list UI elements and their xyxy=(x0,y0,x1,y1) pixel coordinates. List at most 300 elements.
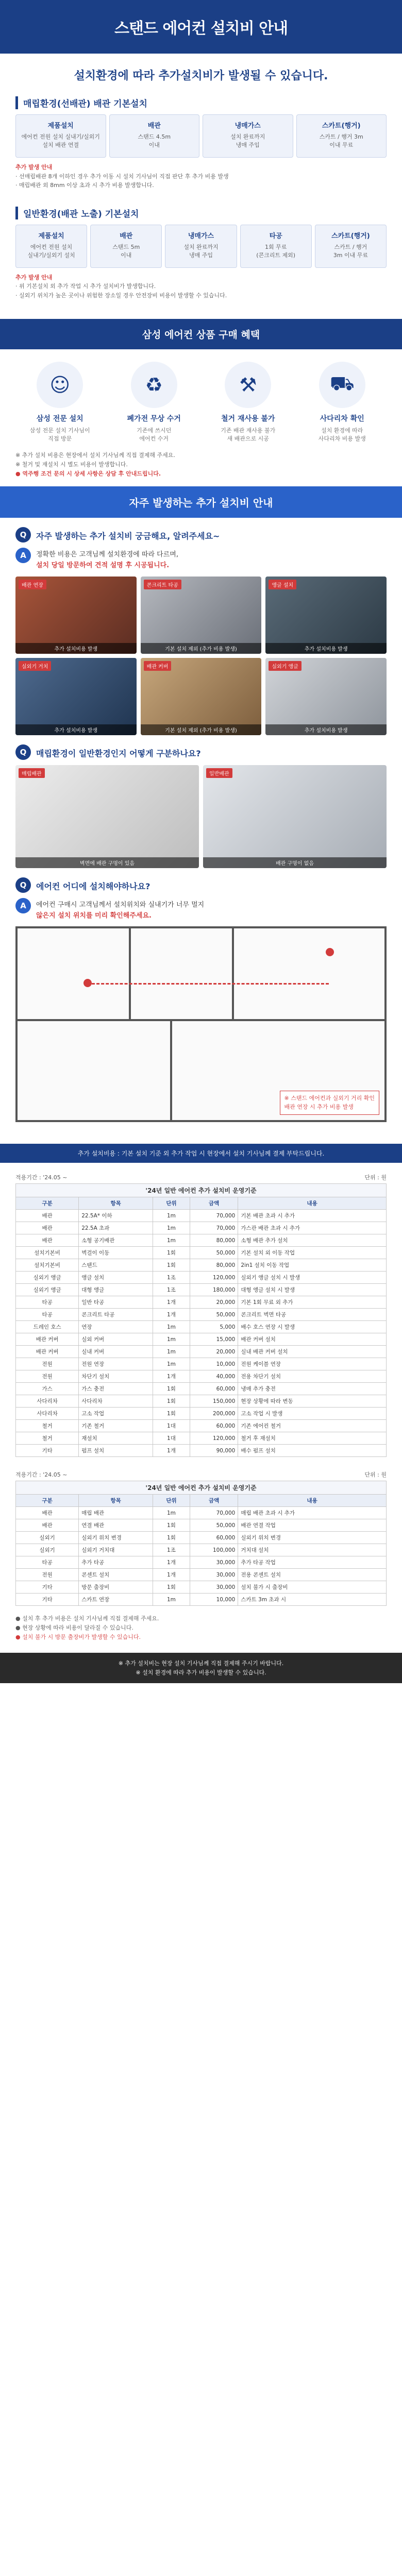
column-header: 단위 xyxy=(153,1197,190,1210)
column-header: 구분 xyxy=(16,1197,79,1210)
column-header: 구분 xyxy=(16,1495,79,1507)
cell-head: 배관 xyxy=(120,232,133,240)
table-cell: 현장 상황에 따라 변동 xyxy=(238,1395,387,1408)
table-cell: 전용 차단기 설치 xyxy=(238,1370,387,1383)
table-row xyxy=(16,1272,387,1284)
table-cell: 1회 xyxy=(153,1581,190,1594)
column-header: 항목 xyxy=(79,1495,153,1507)
table-cell: 대형 앵글 설치 시 발생 xyxy=(238,1284,387,1296)
table-cell: 1m xyxy=(153,1594,190,1606)
table-cell: 스카트 3m 초과 시 xyxy=(238,1594,387,1606)
table-cell: 기존 에어컨 철거 xyxy=(238,1420,387,1432)
table-cell: 추가 타공 작업 xyxy=(238,1556,387,1569)
table-cell: 설치 불가 시 출장비 xyxy=(238,1581,387,1594)
table-row xyxy=(16,1532,387,1544)
table-cell: 120,000 xyxy=(190,1432,238,1445)
cell-head: 배관 xyxy=(147,122,161,130)
table-cell: 1개 xyxy=(153,1296,190,1309)
table-row xyxy=(16,1544,387,1556)
benefit-item xyxy=(15,362,105,443)
benefit-label: 폐가전 무상 수거 xyxy=(127,414,181,423)
cell-head: 스카트(행거) xyxy=(322,122,361,130)
table-body xyxy=(16,1507,387,1606)
table-cell: 추가 타공 xyxy=(79,1556,153,1569)
table-row xyxy=(16,1333,387,1346)
cell-body: 스카트 / 행거 3m 이내 무료 xyxy=(319,133,363,148)
table-cell: 배관 커버 설치 xyxy=(238,1333,387,1346)
basic-cost-grid xyxy=(15,114,387,158)
table-cell: 드레인 호스 xyxy=(16,1321,79,1333)
table-cell: 기타 xyxy=(16,1581,79,1594)
recycle-icon: ♻ xyxy=(131,362,177,408)
cell-body: 설치 완료까지 냉매 주입 xyxy=(183,243,219,259)
table-cell: 90,000 xyxy=(190,1445,238,1457)
cost-table-1 xyxy=(0,1163,402,1460)
photo-caption: 추가 설치비용 발생 xyxy=(15,724,137,735)
table-cell: 1회 xyxy=(153,1408,190,1420)
cost-table-2 xyxy=(0,1460,402,1609)
room xyxy=(130,927,233,1020)
table-cell: 1회 xyxy=(153,1383,190,1395)
benefit-item xyxy=(110,362,199,443)
answer-line: 정확한 비용은 고객님께 설치환경에 따라 다르며, xyxy=(36,551,178,559)
table-cell: 배관 xyxy=(16,1222,79,1234)
truck-icon: ⛟ xyxy=(319,362,365,408)
note-line: ● 현장 상황에 따라 비용이 달라질 수 있습니다. xyxy=(15,1624,133,1631)
table-row xyxy=(16,1296,387,1309)
table-cell: 1m xyxy=(153,1358,190,1370)
table-row xyxy=(16,1370,387,1383)
table-cell: 실외기 거치대 xyxy=(79,1544,153,1556)
answer-icon: A xyxy=(15,898,31,913)
answer-icon: A xyxy=(15,548,31,563)
table-row xyxy=(16,1309,387,1321)
table-cell: 사다리차 xyxy=(16,1408,79,1420)
table-cell: 70,000 xyxy=(190,1222,238,1234)
photo-grid xyxy=(15,577,387,735)
table-row xyxy=(16,1234,387,1247)
note-line: 추가 발생 안내 xyxy=(15,164,53,171)
table-cell: 타공 xyxy=(16,1296,79,1309)
table-cell: 거치대 설치 xyxy=(238,1544,387,1556)
answer-row xyxy=(15,898,387,922)
benefit-label: 사다리차 확인 xyxy=(320,414,364,423)
cell-body: 1회 무료 (콘크리트 제외) xyxy=(256,243,296,259)
table-cell: 1m xyxy=(153,1321,190,1333)
cell-body: 스카트 / 행거 3m 이내 무료 xyxy=(333,243,368,259)
footer-line: ※ 추가 설치비는 현장 설치 기사님께 직접 결제해 주시기 바랍니다. xyxy=(118,1660,284,1667)
table-cell: 전원 케이블 연장 xyxy=(238,1358,387,1370)
cell-head: 제품설치 xyxy=(47,122,74,130)
table-row xyxy=(16,1395,387,1408)
footer-line: ※ 설치 환경에 따라 추가 비용이 발생할 수 있습니다. xyxy=(136,1669,266,1676)
table-cell: 200,000 xyxy=(190,1408,238,1420)
table-cell: 1조 xyxy=(153,1284,190,1296)
photo-caption: 기본 설치 제외 (추가 비용 발생) xyxy=(141,724,262,735)
benefit-label: 삼성 전문 설치 xyxy=(36,414,83,423)
table-cell: 22.5A* 이하 xyxy=(79,1210,153,1222)
table-cell: 대형 앵글 xyxy=(79,1284,153,1296)
table-cell: 150,000 xyxy=(190,1395,238,1408)
table-cell: 실내 배관 커버 설치 xyxy=(238,1346,387,1358)
intro xyxy=(0,54,402,88)
table-meta xyxy=(15,1173,387,1181)
samsung-benefit-title: 삼성 에어컨 상품 구매 혜택 xyxy=(0,319,402,349)
table-cell: 사다리차 xyxy=(16,1395,79,1408)
table-cell: 가스 xyxy=(16,1383,79,1395)
cell-head: 냉매가스 xyxy=(188,232,214,240)
table-cell: 1m xyxy=(153,1507,190,1519)
column-header: 항목 xyxy=(79,1197,153,1210)
photo-caption: 벽면에 배관 구멍이 있음 xyxy=(15,857,199,868)
table-row xyxy=(16,1569,387,1581)
basic-cost-cell xyxy=(203,114,293,158)
faq-title: 자주 발생하는 추가 설치비 안내 xyxy=(0,486,402,518)
table-cell: 철거 xyxy=(16,1420,79,1432)
table-cell: 2in1 설치 이동 작업 xyxy=(238,1259,387,1272)
table-cell: 사다리차 xyxy=(79,1395,153,1408)
column-header: 내용 xyxy=(238,1495,387,1507)
table-cell: 1개 xyxy=(153,1569,190,1581)
note-line: 추가 발생 안내 xyxy=(15,274,53,281)
install-photo xyxy=(15,577,137,654)
benefit-item xyxy=(204,362,293,443)
pipe-route xyxy=(92,983,329,985)
photo-caption: 추가 설치비용 발생 xyxy=(15,643,137,654)
table-cell: 20,000 xyxy=(190,1296,238,1309)
note-line: · 매립배관 외 8mm 이상 초과 시 추가 비용 발생합니다. xyxy=(15,182,154,189)
photo-caption: 추가 설치비용 발생 xyxy=(265,643,387,654)
basic-cost-cell xyxy=(109,114,200,158)
cell-body: 스탠드 5m 이내 xyxy=(112,243,140,259)
table-cell: 전원 xyxy=(16,1569,79,1581)
floor-note: ※ 스탠드 에어컨과 실외기 거리 확인 배관 연장 시 추가 비용 발생 xyxy=(280,1091,379,1115)
install-photo xyxy=(203,765,387,868)
benefit-desc: 기존 배관 재사용 불가 새 배관으로 시공 xyxy=(221,427,276,442)
benefit-item xyxy=(298,362,387,443)
table-cell: 10,000 xyxy=(190,1358,238,1370)
answer-row xyxy=(15,548,387,571)
cell-head: 스카트(행거) xyxy=(331,232,370,240)
samsung-notes xyxy=(0,448,402,486)
room xyxy=(233,927,386,1020)
basic-cost-cell xyxy=(296,114,387,158)
table-cell: 콘크리트 타공 xyxy=(79,1309,153,1321)
photo-tag: 실외기 앵글 xyxy=(269,661,301,671)
column-header: 단위 xyxy=(153,1495,190,1507)
column-header: 내용 xyxy=(238,1197,387,1210)
normal-cost-cell xyxy=(240,225,312,268)
table-cell: 1m xyxy=(153,1346,190,1358)
table-cell: 1회 xyxy=(153,1395,190,1408)
table-cell: 120,000 xyxy=(190,1272,238,1284)
table-cell: 40,000 xyxy=(190,1370,238,1383)
table-row xyxy=(16,1445,387,1457)
table-cell: 연결 배관 xyxy=(79,1519,153,1532)
table-cell: 실외기 앵글 xyxy=(16,1272,79,1284)
cell-body: 설치 완료까지 냉매 주입 xyxy=(230,133,265,148)
table-row xyxy=(16,1259,387,1272)
table-cell: 1회 xyxy=(153,1259,190,1272)
intro-lead: 설치환경에 따라 추가설치비가 발생될 수 있습니다. xyxy=(74,70,328,82)
cell-head: 냉매가스 xyxy=(234,122,261,130)
photo-tag: 콘크리트 타공 xyxy=(144,580,181,589)
note-line: ※ 추가 설치 비용은 현장에서 설치 기사님께 직접 결제해 주세요. xyxy=(15,452,175,459)
table-row xyxy=(16,1247,387,1259)
table-cell: 실외기 xyxy=(16,1544,79,1556)
table-row xyxy=(16,1346,387,1358)
table-cell: 1조 xyxy=(153,1272,190,1284)
table-cell: 소형 공기배관 xyxy=(79,1234,153,1247)
benefit-desc: 삼성 전문 설치 기사님이 직접 방문 xyxy=(29,427,90,442)
cell-body: 에어컨 전원 설치 실내기/실외기 설치 xyxy=(27,243,75,259)
table-cell: 15,000 xyxy=(190,1333,238,1346)
cell-body: 스탠드 4.5m 이내 xyxy=(138,133,171,148)
table-cell: 배수 호스 연장 시 발생 xyxy=(238,1321,387,1333)
table-cell: 가스 충전 xyxy=(79,1383,153,1395)
room xyxy=(16,1020,171,1121)
cost-table xyxy=(15,1183,387,1457)
benefit-desc: 기존에 쓰시던 에어컨 수거 xyxy=(137,427,172,442)
table-cell: 전원 연장 xyxy=(79,1358,153,1370)
note-line: · 선매립배관 8개 이하인 경우 추가 이동 시 설치 기사님이 직접 판단 후 추가 비용 발생 xyxy=(15,173,229,180)
table-cell: 1m xyxy=(153,1333,190,1346)
table-cell: 30,000 xyxy=(190,1581,238,1594)
table-cell: 1개 xyxy=(153,1309,190,1321)
table-cell: 1m xyxy=(153,1234,190,1247)
table-cell: 기존 철거 xyxy=(79,1420,153,1432)
normal-cost-title: 일반환경(배관 노출) 기본설치 xyxy=(15,207,387,219)
install-photo xyxy=(15,765,199,868)
table-unit: 단위 : 원 xyxy=(364,1471,387,1479)
table-cell: 소형 배관 추가 설치 xyxy=(238,1234,387,1247)
room xyxy=(16,927,130,1020)
table-cell: 실외 커버 xyxy=(79,1333,153,1346)
table-cell: 전원 xyxy=(16,1370,79,1383)
table-cell: 80,000 xyxy=(190,1234,238,1247)
cell-head: 제품설치 xyxy=(38,232,64,240)
table-cell: 콘크리트 벽면 타공 xyxy=(238,1309,387,1321)
basic-cost-notes xyxy=(15,163,387,190)
photo-tag: 배관 커버 xyxy=(144,661,172,671)
note-line: ※ 철거 및 재설치 시 별도 비용이 발생합니다. xyxy=(15,461,128,468)
question-icon: Q xyxy=(15,527,31,543)
table-cell: 1m xyxy=(153,1210,190,1222)
table-cell: 배관 연결 작업 xyxy=(238,1519,387,1532)
table-cell: 배관 xyxy=(16,1507,79,1519)
table-cell: 60,000 xyxy=(190,1532,238,1544)
table-cell: 스탠드 xyxy=(79,1259,153,1272)
photo-tag: 매립배관 xyxy=(19,768,45,778)
question-row xyxy=(15,527,387,543)
table-row xyxy=(16,1519,387,1532)
table-cell: 배관 커버 xyxy=(16,1333,79,1346)
table-cell: 1개 xyxy=(153,1370,190,1383)
user-icon: ☺ xyxy=(37,362,83,408)
table-cell: 스카트 연장 xyxy=(79,1594,153,1606)
table-row xyxy=(16,1321,387,1333)
table-cell: 기타 xyxy=(16,1445,79,1457)
photo-caption: 추가 설치비용 발생 xyxy=(265,724,387,735)
normal-cost-notes xyxy=(15,273,387,300)
note-line: ● 역주행 조건 문의 시 상세 사항은 상담 후 안내드립니다. xyxy=(15,470,161,477)
table-cell: 배수 펌프 설치 xyxy=(238,1445,387,1457)
table-cell: 배관 xyxy=(16,1234,79,1247)
answer-line: 않은지 설치 위치를 미리 확인해주세요. xyxy=(36,911,152,920)
table-cell: 1개 xyxy=(153,1445,190,1457)
cell-body: 에어컨 전원 설치 실내기/실외기 설치 배관 연결 xyxy=(21,133,100,148)
table-cell: 재설치 xyxy=(79,1432,153,1445)
install-photo xyxy=(15,658,137,735)
page-title: 스탠드 에어컨 설치비 안내 xyxy=(114,20,288,38)
normal-cost-grid xyxy=(15,225,387,268)
table-cell: 60,000 xyxy=(190,1383,238,1395)
table-row xyxy=(16,1594,387,1606)
table-cell: 20,000 xyxy=(190,1346,238,1358)
table-cell: 냉매 추가 충전 xyxy=(238,1383,387,1395)
table-cell: 앵글 설치 xyxy=(79,1272,153,1284)
table-cell: 방문 출장비 xyxy=(79,1581,153,1594)
basic-cost-section xyxy=(0,88,402,198)
table-cell: 60,000 xyxy=(190,1420,238,1432)
table-cell: 180,000 xyxy=(190,1284,238,1296)
answer-text xyxy=(36,898,204,922)
install-photo xyxy=(265,658,387,735)
question-text: 자주 발생하는 추가 설치비 궁금해요, 알려주세요~ xyxy=(36,531,220,541)
table-cell: 실외기 xyxy=(16,1532,79,1544)
table-row xyxy=(16,1383,387,1395)
basic-cost-title: 매립환경(선배관) 배관 기본설치 xyxy=(15,96,387,109)
benefit-label: 철거 재사용 불가 xyxy=(221,414,275,423)
question-icon: Q xyxy=(15,744,31,760)
table-cell: 1m xyxy=(153,1222,190,1234)
note-line: ● 설치 후 추가 비용은 설치 기사님께 직접 결제해 주세요. xyxy=(15,1615,159,1622)
table-cell: 설치기본비 xyxy=(16,1259,79,1272)
note-line: · 실외기 위치가 높은 곳이나 위험한 장소일 경우 안전장비 비용이 발생할 수 있습니다. xyxy=(15,292,227,299)
table-cell: 30,000 xyxy=(190,1556,238,1569)
footer xyxy=(0,1653,402,1683)
table-row xyxy=(16,1408,387,1420)
table-cell: 1대 xyxy=(153,1420,190,1432)
normal-cost-section xyxy=(0,198,402,309)
table-row xyxy=(16,1420,387,1432)
table-period: 적용기간 : '24.05 ~ xyxy=(15,1471,68,1479)
table-cell: 기타 xyxy=(16,1594,79,1606)
table-cell: 전원 xyxy=(16,1358,79,1370)
note-line: ● 설치 불가 시 방문 출장비가 발생할 수 있습니다. xyxy=(15,1633,141,1640)
cell-head: 타공 xyxy=(269,232,282,240)
extra-cost-band: 추가 설치비용 : 기본 설치 기준 외 추가 작업 시 현장에서 설치 기사님께 결제 부탁드립니다. xyxy=(0,1144,402,1163)
table-cell: 실외기 위치 변경 xyxy=(79,1532,153,1544)
table-cell: 50,000 xyxy=(190,1519,238,1532)
table-row xyxy=(16,1210,387,1222)
table-cell: 벽걸이 이동 xyxy=(79,1247,153,1259)
table-cell: 실외기 위치 변경 xyxy=(238,1532,387,1544)
photo-tag: 배관 연장 xyxy=(19,580,46,589)
faq-section xyxy=(0,518,402,1136)
table-cell: 철거 xyxy=(16,1432,79,1445)
table-cell: 1회 xyxy=(153,1519,190,1532)
table-title: '24년 일반 에어컨 추가 설치비 운영기준 xyxy=(16,1481,387,1495)
column-header: 금액 xyxy=(190,1495,238,1507)
note-line: · 위 기본설치 외 추가 작업 시 추가 설치비가 발생합니다. xyxy=(15,283,156,290)
table-row xyxy=(16,1358,387,1370)
table-row xyxy=(16,1581,387,1594)
table-cell: 1조 xyxy=(153,1544,190,1556)
answer-line: 설치 당일 방문하여 견적 설명 후 시공됩니다. xyxy=(36,562,170,570)
table-cell: 배관 xyxy=(16,1519,79,1532)
install-photo xyxy=(265,577,387,654)
table-cell: 50,000 xyxy=(190,1309,238,1321)
table-cell: 실외기 앵글 xyxy=(16,1284,79,1296)
table-cell: 기본 1회 무료 외 추가 xyxy=(238,1296,387,1309)
question-text: 에어컨 어디에 설치해야하나요? xyxy=(36,881,150,891)
table-cell: 실외기 앵글 설치 시 발생 xyxy=(238,1272,387,1284)
table-row xyxy=(16,1222,387,1234)
table-body xyxy=(16,1210,387,1457)
table-cell: 매립 배관 xyxy=(79,1507,153,1519)
table-cell: 매립 배관 초과 시 추가 xyxy=(238,1507,387,1519)
table-cell: 기본 설치 외 이동 작업 xyxy=(238,1247,387,1259)
table-cell: 기본 배관 초과 시 추가 xyxy=(238,1210,387,1222)
table-cell: 차단기 설치 xyxy=(79,1370,153,1383)
table-cell: 1대 xyxy=(153,1432,190,1445)
table-row xyxy=(16,1507,387,1519)
table-meta xyxy=(15,1470,387,1479)
table-cell: 22.5A 초과 xyxy=(79,1222,153,1234)
question-icon: Q xyxy=(15,877,31,893)
table-cell: 1개 xyxy=(153,1556,190,1569)
photo-grid xyxy=(15,765,387,868)
table-cell: 80,000 xyxy=(190,1259,238,1272)
install-photo xyxy=(141,658,262,735)
table-cell: 100,000 xyxy=(190,1544,238,1556)
table-cell: 설치기본비 xyxy=(16,1247,79,1259)
normal-cost-cell xyxy=(165,225,237,268)
table-cell: 배관 커버 xyxy=(16,1346,79,1358)
page-header xyxy=(0,0,402,54)
table-row xyxy=(16,1284,387,1296)
table-period: 적용기간 : '24.05 ~ xyxy=(15,1174,68,1181)
table-cell: 1회 xyxy=(153,1247,190,1259)
photo-caption: 배관 구멍이 없음 xyxy=(203,857,387,868)
floor-plan xyxy=(15,926,387,1122)
table-cell: 1회 xyxy=(153,1532,190,1544)
normal-cost-cell xyxy=(90,225,162,268)
table-cell: 펌프 설치 xyxy=(79,1445,153,1457)
tools-icon: ⚒ xyxy=(225,362,271,408)
table-cell: 70,000 xyxy=(190,1507,238,1519)
table-unit: 단위 : 원 xyxy=(364,1174,387,1181)
bottom-notes xyxy=(0,1609,402,1653)
table-cell: 30,000 xyxy=(190,1569,238,1581)
question-text: 매립환경이 일반환경인지 어떻게 구분하나요? xyxy=(36,748,201,758)
table-cell: 10,000 xyxy=(190,1594,238,1606)
question-row xyxy=(15,744,387,760)
table-cell: 일반 타공 xyxy=(79,1296,153,1309)
table-cell: 전용 콘센트 설치 xyxy=(238,1569,387,1581)
photo-tag: 실외기 거치 xyxy=(19,661,51,671)
column-header: 금액 xyxy=(190,1197,238,1210)
question-row xyxy=(15,877,387,893)
table-title: '24년 일반 에어컨 추가 설치비 운영기준 xyxy=(16,1184,387,1197)
benefit-desc: 설치 환경에 따라 사다리차 비용 발생 xyxy=(318,427,366,442)
table-cell: 타공 xyxy=(16,1556,79,1569)
table-row xyxy=(16,1432,387,1445)
answer-text xyxy=(36,548,178,571)
table-cell: 고소 작업 시 발생 xyxy=(238,1408,387,1420)
table-cell: 콘센트 설치 xyxy=(79,1569,153,1581)
